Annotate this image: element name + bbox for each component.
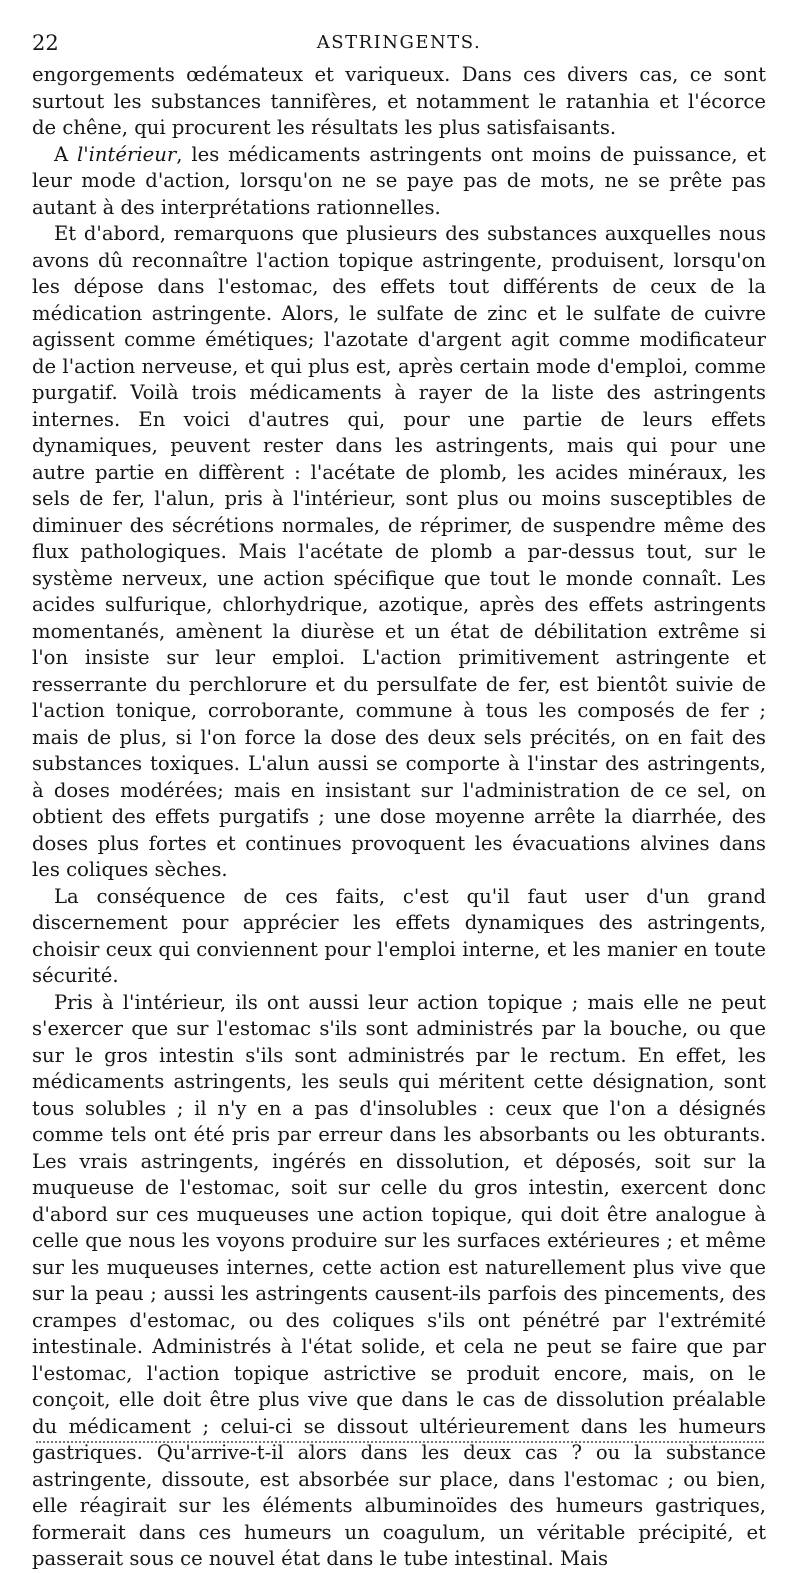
paragraph-text: La conséquence de ces faits, c'est qu'il faut user d'un grand discernement pour apprécier les effets dynamiques des astringents, choisir ceux qui conviennent pour l'emploi interne, et les manier en toute sécurité. [32,884,766,987]
page-header [32,32,766,54]
running-title: ASTRINGENTS. [316,32,482,53]
paragraph-lead: A [54,142,78,166]
paragraph-text: , les médicaments astringents ont moins de puissance, et leur mode d'action, lorsqu'on ne se paye pas de mots, ne se prête pas autant à des interprétations rationnelles. [32,142,766,219]
page-number: 22 [32,31,59,55]
paragraph-1 [32,62,766,142]
paragraph-4 [32,884,766,990]
paragraph-text: Et d'abord, remarquons que plusieurs des substances auxquelles nous avons dû reconnaître l'action topique astringente, produisent, lorsqu'on les dépose dans l'estomac, des effets tout différents de ceux de la médication astringente. Alors, le sulfate de zinc et le sulfate de cuivre agissent comme émétiques; l'azotate d'argent agit comme modificateur de l'action nerveuse, et qui plus est, après certain mode d'emploi, comme purgatif. Voilà trois médicaments à rayer de la liste des astringents internes. En voici d'autres qui, pour une partie de leurs effets dynamiques, peuvent rester dans les astringents, mais qui pour une autre partie en diffèrent : l'acétate de plomb, les acides minéraux, les sels de fer, l'alun, pris à l'intérieur, sont plus ou moins susceptibles de diminuer des sécrétions normales, de réprimer, de suspendre même des flux pathologiques. Mais l'acétate de plomb a par-dessus tout, sur le système nerveux, une action spécifique que tout le monde connaît. Les acides sulfurique, chlorhydrique, azotique, après des effets astringents momentanés, amènent la diurèse et un état de débilitation extrême si l'on insiste sur leur emploi. L'action primitivement astringente et resserrante du perchlorure et du persulfate de fer, est bientôt suivie de l'action tonique, corroborante, commune à tous les composés de fer ; mais de plus, si l'on force la dose des deux sels précités, on en fait des substances toxiques. L'alun aussi se comporte à l'instar des astringents, à doses modérées; mais en insistant sur l'administration de ce sel, on obtient des effets purgatifs ; une dose moyenne arrête la diarrhée, des doses plus fortes et continues provoquent les évacuations alvines dans les coliques sèches. [32,222,766,881]
paragraph-5 [32,990,766,1573]
paragraph-3 [32,221,766,884]
paragraph-text: engorgements œdémateux et variqueux. Dans ces divers cas, ce sont surtout les substances tannifères, et notamment le ratanhia et l'écorce de chêne, qui procurent les résultats les plus satisfaisants. [32,63,766,139]
paragraph-2 [32,142,766,222]
emphasis-interieur: l'intérieur [77,142,177,166]
footer-dotted-rule [36,1441,764,1443]
body-text [32,62,766,1573]
paragraph-text: Pris à l'intérieur, ils ont aussi leur action topique ; mais elle ne peut s'exercer que sur l'estomac s'ils sont administrés par la bouche, ou que sur le gros intestin s'ils sont administrés par le rectum. En effet, les médicaments astringents, les seuls qui méritent cette désignation, sont tous solubles ; il n'y en a pas d'insolubles : ceux que l'on a désignés comme tels ont été pris par erreur dans les absorbants ou les obturants. Les vrais astringents, ingérés en dissolution, et déposés, soit sur la muqueuse de l'estomac, soit sur celle du gros intestin, exercent donc d'abord sur ces muqueuses une action topique, qui doit être analogue à celle que nous les voyons produire sur les surfaces extérieures ; et même sur les muqueuses internes, cette action est naturellement plus vive que sur la peau ; aussi les astringents causent-ils parfois des pincements, des crampes d'estomac, ou des coliques s'ils ont pénétré par l'extrémité intestinale. Administrés à l'état solide, et cela ne peut se faire que par l'estomac, l'action topique astrictive se produit encore, mais, on le conçoit, elle doit être plus vive que dans le cas de dissolution préalable du médicament ; celui-ci se dissout ultérieurement dans les humeurs gastriques. Qu'arrive-t-il alors dans les deux cas ? ou la substance astringente, dissoute, est absorbée sur place, dans l'estomac ; ou bien, elle réagirait sur les éléments albuminoïdes des humeurs gastriques, formerait dans ces humeurs un coagulum, un véritable précipité, et passerait sous ce nouvel état dans le tube intestinal. Mais [32,990,766,1570]
